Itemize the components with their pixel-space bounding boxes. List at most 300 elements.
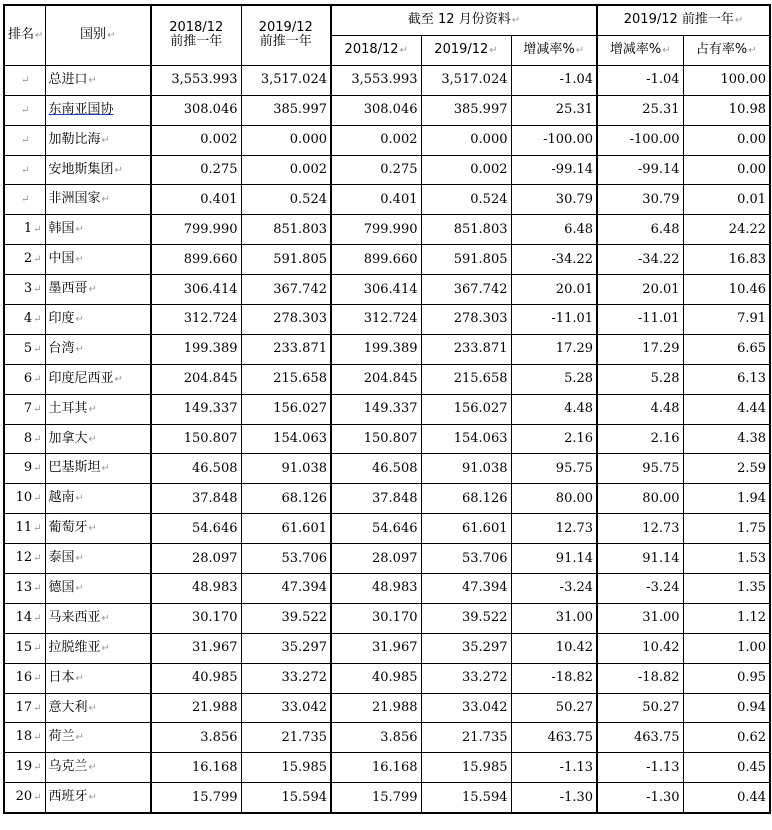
value-2018-prior: 48.983 bbox=[151, 574, 241, 604]
value-ytd-2018: 149.337 bbox=[331, 394, 421, 424]
value-prior-share: 0.62 bbox=[683, 723, 770, 753]
paragraph-mark: ↵ bbox=[101, 463, 110, 475]
value-2019-prior: 53.706 bbox=[241, 544, 331, 574]
value-ytd-2019: 215.658 bbox=[421, 364, 511, 394]
value-prior-change: 25.31 bbox=[597, 95, 683, 125]
country-name: 日本 bbox=[48, 669, 75, 685]
value-prior-share: 0.00 bbox=[683, 155, 770, 185]
country-cell bbox=[45, 275, 151, 305]
rank-cell bbox=[4, 633, 45, 663]
value-ytd-change: 20.01 bbox=[511, 275, 597, 305]
paragraph-mark: ↵ bbox=[75, 672, 84, 684]
value-2019-prior: 61.601 bbox=[241, 514, 331, 544]
paragraph-mark: ↵ bbox=[21, 164, 30, 176]
value-2019-prior: 385.997 bbox=[241, 95, 331, 125]
value-prior-share: 0.00 bbox=[683, 125, 770, 155]
value-ytd-2018: 31.967 bbox=[331, 633, 421, 663]
country-name: 西班牙 bbox=[48, 789, 88, 805]
header-ytd-change: 增减率%↵ bbox=[511, 35, 597, 65]
rank-cell bbox=[4, 125, 45, 155]
value-prior-share: 0.01 bbox=[683, 185, 770, 215]
rank-number: 9 bbox=[23, 460, 33, 476]
summary-row bbox=[4, 65, 770, 95]
value-prior-share: 4.44 bbox=[683, 394, 770, 424]
value-prior-change: -1.04 bbox=[597, 65, 683, 95]
paragraph-mark: ↵ bbox=[88, 523, 97, 535]
value-prior-change: -1.13 bbox=[597, 753, 683, 783]
paragraph-mark: ↵ bbox=[101, 612, 110, 624]
value-ytd-2018: 0.401 bbox=[331, 185, 421, 215]
value-ytd-2019: 33.042 bbox=[421, 693, 511, 723]
value-ytd-2018: 312.724 bbox=[331, 305, 421, 335]
value-ytd-2019: 278.303 bbox=[421, 305, 511, 335]
value-ytd-change: 4.48 bbox=[511, 394, 597, 424]
value-prior-share: 10.98 bbox=[683, 95, 770, 125]
value-2019-prior: 15.985 bbox=[241, 753, 331, 783]
country-name: 越南 bbox=[48, 490, 75, 506]
table-row bbox=[4, 454, 770, 484]
value-ytd-change: -18.82 bbox=[511, 663, 597, 693]
paragraph-mark: ↵ bbox=[21, 194, 30, 206]
value-ytd-2019: 0.524 bbox=[421, 185, 511, 215]
value-ytd-2018: 0.002 bbox=[331, 125, 421, 155]
value-prior-change: 80.00 bbox=[597, 484, 683, 514]
rank-number: 8 bbox=[23, 430, 33, 446]
country-cell bbox=[45, 245, 151, 275]
header-2018-prior-year bbox=[151, 5, 241, 65]
value-ytd-change: -100.00 bbox=[511, 125, 597, 155]
rank-cell bbox=[4, 245, 45, 275]
value-prior-share: 16.83 bbox=[683, 245, 770, 275]
value-prior-share: 1.00 bbox=[683, 633, 770, 663]
value-ytd-2018: 3.856 bbox=[331, 723, 421, 753]
value-ytd-2018: 16.168 bbox=[331, 753, 421, 783]
rank-cell bbox=[4, 305, 45, 335]
rank-number: 19 bbox=[15, 759, 33, 775]
value-prior-change: 5.28 bbox=[597, 364, 683, 394]
table-row bbox=[4, 633, 770, 663]
value-2018-prior: 0.275 bbox=[151, 155, 241, 185]
value-ytd-change: -1.04 bbox=[511, 65, 597, 95]
value-2018-prior: 199.389 bbox=[151, 334, 241, 364]
value-ytd-2019: 156.027 bbox=[421, 394, 511, 424]
value-prior-change: 2.16 bbox=[597, 424, 683, 454]
country-link[interactable]: 东南亚国协 bbox=[48, 102, 114, 118]
country-cell bbox=[45, 663, 151, 693]
table-row bbox=[4, 663, 770, 693]
value-2018-prior: 306.414 bbox=[151, 275, 241, 305]
value-ytd-2018: 899.660 bbox=[331, 245, 421, 275]
value-2019-prior: 47.394 bbox=[241, 574, 331, 604]
value-2018-prior: 308.046 bbox=[151, 95, 241, 125]
paragraph-mark: ↵ bbox=[101, 642, 110, 654]
value-ytd-2019: 385.997 bbox=[421, 95, 511, 125]
value-ytd-2019: 15.985 bbox=[421, 753, 511, 783]
value-2018-prior: 15.799 bbox=[151, 783, 241, 813]
value-prior-change: 20.01 bbox=[597, 275, 683, 305]
value-prior-change: -34.22 bbox=[597, 245, 683, 275]
value-ytd-change: -99.14 bbox=[511, 155, 597, 185]
rank-cell bbox=[4, 693, 45, 723]
value-ytd-change: -11.01 bbox=[511, 305, 597, 335]
country-cell bbox=[45, 603, 151, 633]
value-ytd-2019: 91.038 bbox=[421, 454, 511, 484]
paragraph-mark: ↵ bbox=[88, 284, 97, 296]
value-ytd-2019: 367.742 bbox=[421, 275, 511, 305]
value-ytd-change: 12.73 bbox=[511, 514, 597, 544]
country-cell bbox=[45, 693, 151, 723]
value-2018-prior: 799.990 bbox=[151, 215, 241, 245]
table-row bbox=[4, 275, 770, 305]
table-row bbox=[4, 753, 770, 783]
value-prior-change: -3.24 bbox=[597, 574, 683, 604]
rank-cell bbox=[4, 364, 45, 394]
paragraph-mark: ↵ bbox=[21, 74, 30, 86]
paragraph-mark: ↵ bbox=[88, 792, 97, 804]
header-ytd-2018: 2018/12↵ bbox=[331, 35, 421, 65]
paragraph-mark: ↵ bbox=[101, 134, 110, 146]
country-name: 德国 bbox=[48, 579, 75, 595]
rank-number: 3 bbox=[23, 281, 33, 297]
value-prior-change: 31.00 bbox=[597, 603, 683, 633]
value-2019-prior: 851.803 bbox=[241, 215, 331, 245]
paragraph-mark: ↵ bbox=[88, 433, 97, 445]
value-prior-change: -18.82 bbox=[597, 663, 683, 693]
value-ytd-change: 91.14 bbox=[511, 544, 597, 574]
country-name: 安地斯集团 bbox=[48, 161, 114, 177]
value-2019-prior: 39.522 bbox=[241, 603, 331, 633]
paragraph-mark: ↵ bbox=[33, 642, 42, 654]
paragraph-mark: ↵ bbox=[75, 553, 84, 565]
value-prior-change: 91.14 bbox=[597, 544, 683, 574]
paragraph-mark: ↵ bbox=[33, 732, 42, 744]
value-ytd-change: 5.28 bbox=[511, 364, 597, 394]
value-ytd-2019: 3,517.024 bbox=[421, 65, 511, 95]
rank-cell bbox=[4, 514, 45, 544]
paragraph-mark: ↵ bbox=[75, 582, 84, 594]
paragraph-mark: ↵ bbox=[33, 373, 42, 385]
value-prior-change: 463.75 bbox=[597, 723, 683, 753]
country-cell bbox=[45, 544, 151, 574]
rank-cell bbox=[4, 783, 45, 813]
header-ytd-2019: 2019/12↵ bbox=[421, 35, 511, 65]
value-2019-prior: 3,517.024 bbox=[241, 65, 331, 95]
country-name: 葡萄牙 bbox=[48, 520, 88, 536]
rank-number: 14 bbox=[15, 609, 33, 625]
value-prior-share: 0.94 bbox=[683, 693, 770, 723]
value-2018-prior: 150.807 bbox=[151, 424, 241, 454]
value-ytd-2018: 799.990 bbox=[331, 215, 421, 245]
paragraph-mark: ↵ bbox=[75, 313, 84, 325]
value-prior-change: -99.14 bbox=[597, 155, 683, 185]
rank-cell bbox=[4, 603, 45, 633]
rank-number: 15 bbox=[15, 639, 33, 655]
value-prior-share: 100.00 bbox=[683, 65, 770, 95]
value-2018-prior: 30.170 bbox=[151, 603, 241, 633]
paragraph-mark: ↵ bbox=[33, 343, 42, 355]
value-ytd-change: -34.22 bbox=[511, 245, 597, 275]
paragraph-mark: ↵ bbox=[88, 762, 97, 774]
value-2018-prior: 899.660 bbox=[151, 245, 241, 275]
rank-number: 16 bbox=[15, 669, 33, 685]
paragraph-mark: ↵ bbox=[75, 224, 84, 236]
table-row bbox=[4, 544, 770, 574]
value-ytd-change: -1.30 bbox=[511, 783, 597, 813]
country-cell bbox=[45, 783, 151, 813]
summary-row bbox=[4, 95, 770, 125]
rank-cell bbox=[4, 424, 45, 454]
country-cell bbox=[45, 185, 151, 215]
rank-number: 6 bbox=[23, 370, 33, 386]
paragraph-mark: ↵ bbox=[75, 343, 84, 355]
rank-number: 18 bbox=[15, 729, 33, 745]
value-2019-prior: 278.303 bbox=[241, 305, 331, 335]
rank-cell bbox=[4, 334, 45, 364]
value-2018-prior: 46.508 bbox=[151, 454, 241, 484]
country-cell bbox=[45, 155, 151, 185]
paragraph-mark: ↵ bbox=[33, 762, 42, 774]
value-prior-share: 1.94 bbox=[683, 484, 770, 514]
rank-number: 4 bbox=[23, 310, 33, 326]
country-cell bbox=[45, 723, 151, 753]
country-name: 乌克兰 bbox=[48, 759, 88, 775]
value-2018-prior: 0.401 bbox=[151, 185, 241, 215]
value-prior-share: 10.46 bbox=[683, 275, 770, 305]
value-ytd-2018: 306.414 bbox=[331, 275, 421, 305]
value-2018-prior: 28.097 bbox=[151, 544, 241, 574]
value-ytd-2019: 47.394 bbox=[421, 574, 511, 604]
country-cell bbox=[45, 424, 151, 454]
table-row bbox=[4, 334, 770, 364]
value-prior-change: -1.30 bbox=[597, 783, 683, 813]
rank-cell bbox=[4, 215, 45, 245]
rank-cell bbox=[4, 275, 45, 305]
rank-cell bbox=[4, 544, 45, 574]
paragraph-mark: ↵ bbox=[33, 792, 42, 804]
value-2018-prior: 312.724 bbox=[151, 305, 241, 335]
value-prior-change: -11.01 bbox=[597, 305, 683, 335]
country-cell bbox=[45, 364, 151, 394]
value-ytd-change: 2.16 bbox=[511, 424, 597, 454]
country-name: 泰国 bbox=[48, 550, 75, 566]
value-ytd-2019: 15.594 bbox=[421, 783, 511, 813]
paragraph-mark: ↵ bbox=[33, 403, 42, 415]
table-row bbox=[4, 424, 770, 454]
country-name: 土耳其 bbox=[48, 400, 88, 416]
country-cell bbox=[45, 305, 151, 335]
value-ytd-2019: 68.126 bbox=[421, 484, 511, 514]
value-ytd-2018: 199.389 bbox=[331, 334, 421, 364]
country-cell bbox=[45, 215, 151, 245]
country-name: 台湾 bbox=[48, 340, 75, 356]
rank-number: 13 bbox=[15, 579, 33, 595]
value-prior-share: 0.45 bbox=[683, 753, 770, 783]
paragraph-mark: ↵ bbox=[33, 493, 42, 505]
rank-cell bbox=[4, 95, 45, 125]
summary-row bbox=[4, 125, 770, 155]
value-ytd-2018: 30.170 bbox=[331, 603, 421, 633]
country-cell bbox=[45, 125, 151, 155]
value-2018-prior: 0.002 bbox=[151, 125, 241, 155]
value-2019-prior: 367.742 bbox=[241, 275, 331, 305]
country-name: 韩国 bbox=[48, 221, 75, 237]
value-2019-prior: 156.027 bbox=[241, 394, 331, 424]
value-2019-prior: 68.126 bbox=[241, 484, 331, 514]
value-ytd-change: 10.42 bbox=[511, 633, 597, 663]
paragraph-mark: ↵ bbox=[33, 284, 42, 296]
value-ytd-2019: 154.063 bbox=[421, 424, 511, 454]
country-cell bbox=[45, 633, 151, 663]
rank-cell bbox=[4, 753, 45, 783]
value-ytd-change: -1.13 bbox=[511, 753, 597, 783]
value-prior-share: 6.13 bbox=[683, 364, 770, 394]
value-2018-prior: 3,553.993 bbox=[151, 65, 241, 95]
value-prior-share: 1.53 bbox=[683, 544, 770, 574]
country-cell bbox=[45, 753, 151, 783]
paragraph-mark: ↵ bbox=[88, 702, 97, 714]
country-cell[interactable] bbox=[45, 95, 151, 125]
value-ytd-2018: 48.983 bbox=[331, 574, 421, 604]
value-2019-prior: 591.805 bbox=[241, 245, 331, 275]
value-prior-share: 24.22 bbox=[683, 215, 770, 245]
value-ytd-2018: 3,553.993 bbox=[331, 65, 421, 95]
table-row bbox=[4, 364, 770, 394]
value-ytd-change: 30.79 bbox=[511, 185, 597, 215]
value-ytd-2018: 0.275 bbox=[331, 155, 421, 185]
paragraph-mark: ↵ bbox=[33, 224, 42, 236]
value-2018-prior: 16.168 bbox=[151, 753, 241, 783]
value-prior-share: 7.91 bbox=[683, 305, 770, 335]
table-row bbox=[4, 603, 770, 633]
paragraph-mark: ↵ bbox=[75, 493, 84, 505]
country-cell bbox=[45, 394, 151, 424]
rank-number: 5 bbox=[23, 340, 33, 356]
rank-cell bbox=[4, 723, 45, 753]
value-ytd-2019: 61.601 bbox=[421, 514, 511, 544]
value-2019-prior: 0.002 bbox=[241, 155, 331, 185]
header-2018-label: 2018/12 bbox=[169, 20, 224, 36]
paragraph-mark: ↵ bbox=[88, 74, 97, 86]
value-2019-prior: 0.000 bbox=[241, 125, 331, 155]
rank-number: 7 bbox=[23, 400, 33, 416]
value-2019-prior: 33.272 bbox=[241, 663, 331, 693]
value-ytd-2019: 21.735 bbox=[421, 723, 511, 753]
country-name: 荷兰 bbox=[48, 729, 75, 745]
paragraph-mark: ↵ bbox=[33, 463, 42, 475]
rank-cell bbox=[4, 574, 45, 604]
value-ytd-2018: 37.848 bbox=[331, 484, 421, 514]
paragraph-mark: ↵ bbox=[101, 194, 110, 206]
country-rows bbox=[4, 215, 770, 813]
header-2019-prior-year bbox=[241, 5, 331, 65]
paragraph-mark: ↵ bbox=[21, 134, 30, 146]
value-prior-change: 50.27 bbox=[597, 693, 683, 723]
paragraph-mark: ↵ bbox=[33, 582, 42, 594]
rank-cell bbox=[4, 185, 45, 215]
value-ytd-change: 31.00 bbox=[511, 603, 597, 633]
value-ytd-2019: 39.522 bbox=[421, 603, 511, 633]
rank-cell bbox=[4, 394, 45, 424]
country-name: 印度尼西亚 bbox=[48, 370, 114, 386]
rank-cell bbox=[4, 454, 45, 484]
table-row bbox=[4, 484, 770, 514]
value-ytd-2018: 204.845 bbox=[331, 364, 421, 394]
value-ytd-change: -3.24 bbox=[511, 574, 597, 604]
country-name: 意大利 bbox=[48, 699, 88, 715]
rank-number: 12 bbox=[15, 550, 33, 566]
value-ytd-2019: 0.002 bbox=[421, 155, 511, 185]
rank-cell bbox=[4, 65, 45, 95]
value-prior-share: 0.95 bbox=[683, 663, 770, 693]
value-2018-prior: 31.967 bbox=[151, 633, 241, 663]
value-2019-prior: 154.063 bbox=[241, 424, 331, 454]
country-name: 拉脱维亚 bbox=[48, 639, 101, 655]
paragraph-mark: ↵ bbox=[33, 612, 42, 624]
value-2018-prior: 21.988 bbox=[151, 693, 241, 723]
value-prior-share: 2.59 bbox=[683, 454, 770, 484]
country-name: 马来西亚 bbox=[48, 609, 101, 625]
country-name: 印度 bbox=[48, 310, 75, 326]
rank-number: 1 bbox=[23, 221, 33, 237]
country-cell bbox=[45, 514, 151, 544]
summary-row bbox=[4, 155, 770, 185]
summary-rows bbox=[4, 65, 770, 214]
value-ytd-2018: 308.046 bbox=[331, 95, 421, 125]
country-cell bbox=[45, 65, 151, 95]
country-name: 中国 bbox=[48, 251, 75, 267]
value-ytd-2019: 851.803 bbox=[421, 215, 511, 245]
table-row bbox=[4, 783, 770, 813]
country-cell bbox=[45, 484, 151, 514]
header-country: 国别↵ bbox=[45, 5, 151, 65]
paragraph-mark: ↵ bbox=[33, 254, 42, 266]
value-ytd-2019: 591.805 bbox=[421, 245, 511, 275]
value-2019-prior: 233.871 bbox=[241, 334, 331, 364]
rank-number: 20 bbox=[15, 789, 33, 805]
paragraph-mark: ↵ bbox=[21, 104, 30, 116]
value-2019-prior: 35.297 bbox=[241, 633, 331, 663]
value-ytd-change: 463.75 bbox=[511, 723, 597, 753]
rank-number: 11 bbox=[15, 520, 33, 536]
value-ytd-2018: 46.508 bbox=[331, 454, 421, 484]
value-ytd-2019: 53.706 bbox=[421, 544, 511, 574]
value-ytd-change: 25.31 bbox=[511, 95, 597, 125]
paragraph-mark: ↵ bbox=[75, 732, 84, 744]
value-prior-change: -100.00 bbox=[597, 125, 683, 155]
paragraph-mark: ↵ bbox=[114, 373, 123, 385]
value-ytd-change: 80.00 bbox=[511, 484, 597, 514]
table-row bbox=[4, 693, 770, 723]
value-2018-prior: 37.848 bbox=[151, 484, 241, 514]
value-prior-change: 30.79 bbox=[597, 185, 683, 215]
value-prior-change: 17.29 bbox=[597, 334, 683, 364]
value-prior-share: 0.44 bbox=[683, 783, 770, 813]
header-2019-prior-label: 前推一年 bbox=[259, 34, 312, 50]
rank-number: 10 bbox=[15, 490, 33, 506]
value-ytd-2018: 28.097 bbox=[331, 544, 421, 574]
country-name: 总进口 bbox=[48, 71, 88, 87]
value-ytd-2018: 21.988 bbox=[331, 693, 421, 723]
value-prior-share: 6.65 bbox=[683, 334, 770, 364]
header-2018-prior-label: 前推一年 bbox=[170, 34, 223, 50]
rank-cell bbox=[4, 663, 45, 693]
value-2019-prior: 91.038 bbox=[241, 454, 331, 484]
country-cell bbox=[45, 454, 151, 484]
header-prior-share: 占有率%↵ bbox=[683, 35, 770, 65]
rank-cell bbox=[4, 155, 45, 185]
value-ytd-2018: 15.799 bbox=[331, 783, 421, 813]
table-row bbox=[4, 305, 770, 335]
